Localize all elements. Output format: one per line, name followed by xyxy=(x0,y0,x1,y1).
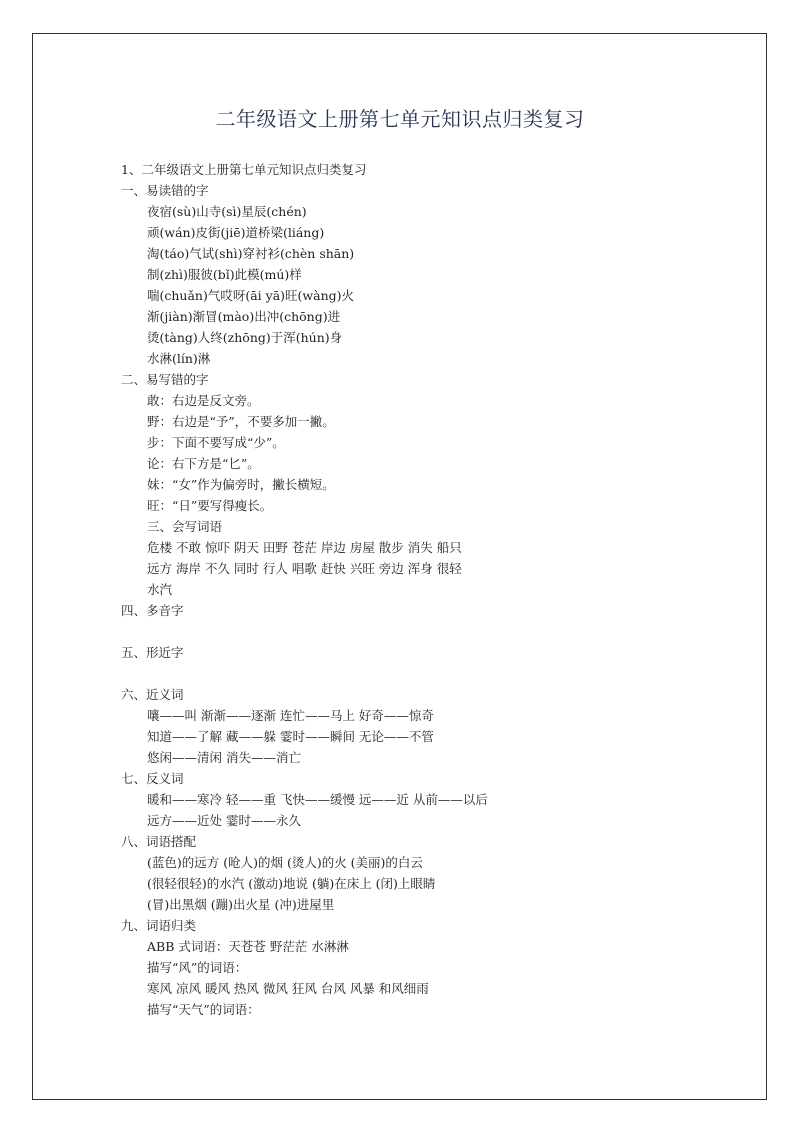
text-line: 妹：“女”作为偏旁时，撇长横短。 xyxy=(147,477,335,492)
text-line: ABB 式词语：天苍苍 野茫茫 水淋淋 xyxy=(147,939,349,954)
text-line: 描写“天气”的词语： xyxy=(147,1002,260,1017)
blank-line xyxy=(121,663,741,684)
text-line: 顽(wán)皮街(jiē)道桥梁(liáng) xyxy=(147,225,325,240)
text-line: 悠闲——清闲 消失——消亡 xyxy=(147,750,301,765)
document-title: 二年级语文上册第七单元知识点归类复习 xyxy=(215,107,585,131)
text-line: 寒风 凉风 暖风 热风 微风 狂风 台风 风暴 和风细雨 xyxy=(147,981,429,996)
text-line: 八、词语搭配 xyxy=(121,834,197,849)
text-line: 描写“风”的词语： xyxy=(147,960,248,975)
text-line: 论：右下方是“匕”。 xyxy=(147,456,260,471)
text-line: 烫(tàng)人终(zhōng)于浑(hún)身 xyxy=(147,330,343,345)
text-line: 远方——近处 霎时——永久 xyxy=(147,813,301,828)
text-line: 二、易写错的字 xyxy=(121,372,209,387)
text-line: 制(zhì)服彼(bǐ)此模(mú)样 xyxy=(147,267,302,282)
text-line: 三、会写词语 xyxy=(147,519,223,534)
text-line: 水淋(lín)淋 xyxy=(147,351,211,366)
text-line: 敢：右边是反文旁。 xyxy=(147,393,260,408)
text-line: (蓝色)的远方 (呛人)的烟 (烫人)的火 (美丽)的白云 xyxy=(147,855,423,870)
text-line: 旺：“日”要写得瘦长。 xyxy=(147,498,273,513)
text-line: 喘(chuǎn)气哎呀(āi yā)旺(wàng)火 xyxy=(147,288,355,303)
text-line: 五、形近字 xyxy=(121,645,184,660)
text-line: 渐(jiàn)渐冒(mào)出冲(chōng)进 xyxy=(147,309,341,324)
text-line: 嚷——叫 渐渐——逐渐 连忙——马上 好奇——惊奇 xyxy=(147,708,434,723)
text-line: 水汽 xyxy=(147,582,173,597)
text-line: (冒)出黑烟 (蹦)出火星 (冲)进屋里 xyxy=(147,897,335,912)
text-line: 1、二年级语文上册第七单元知识点归类复习 xyxy=(121,162,367,177)
text-line: (很轻很轻)的水汽 (激动)地说 (躺)在床上 (闭)上眼睛 xyxy=(147,876,436,891)
text-line: 危楼 不敢 惊吓 阴天 田野 苍茫 岸边 房屋 散步 消失 船只 xyxy=(147,540,462,555)
text-line: 淘(táo)气试(shì)穿衬衫(chèn shān) xyxy=(147,246,355,261)
text-line: 远方 海岸 不久 同时 行人 唱歌 赶快 兴旺 旁边 浑身 很轻 xyxy=(147,561,462,576)
text-line: 九、词语归类 xyxy=(121,918,197,933)
text-line: 步：下面不要写成“少”。 xyxy=(147,435,285,450)
text-line: 六、近义词 xyxy=(121,687,184,702)
text-line: 七、反义词 xyxy=(121,771,184,786)
text-line: 四、多音字 xyxy=(121,603,184,618)
document-body xyxy=(121,159,741,1020)
text-line: 知道——了解 藏——躲 霎时——瞬间 无论——不管 xyxy=(147,729,434,744)
text-line: 夜宿(sù)山寺(sì)星辰(chén) xyxy=(147,204,307,219)
text-line: 野：右边是“予”，不要多加一撇。 xyxy=(147,414,335,429)
text-line: 一、易读错的字 xyxy=(121,183,209,198)
text-line: 暖和——寒冷 轻——重 飞快——缓慢 远——近 从前——以后 xyxy=(147,792,488,807)
blank-line xyxy=(121,621,741,642)
